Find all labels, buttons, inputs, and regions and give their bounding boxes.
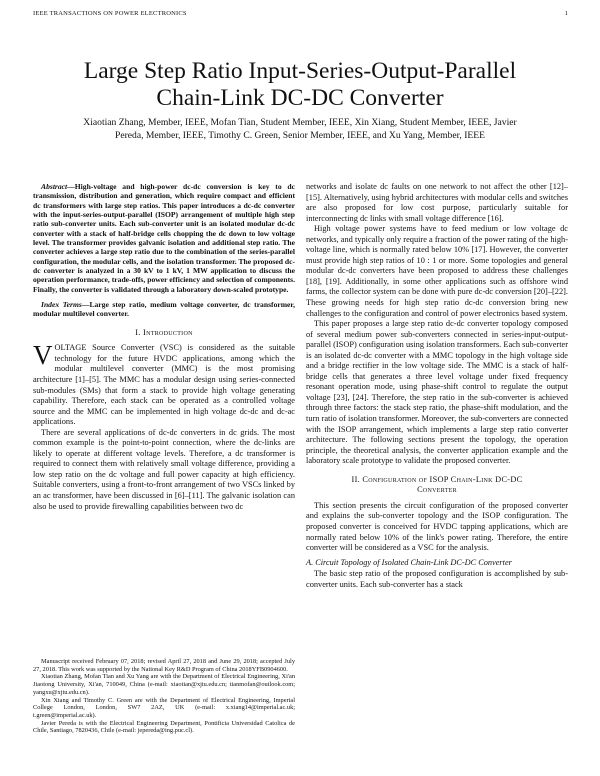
intro-paragraph-1-text: OLTAGE Source Converter (VSC) is considered as the suitable technology for the future HVDC applications, among which the modular multilevel converter (MMC) is the most promising architecture [1]–[5]. The MMC has a modular design using series-connected sub-modules (SMs) that form a stack to provide high voltage generating capability. Therefore, each stack can be operated as a controlled voltage source and the MMC can be implemented in high voltage dc-dc and dc-ac applications. [33,343,295,427]
section-2-paragraph-1: This section presents the circuit configuration of the proposed converter and explains the sub-converter topology and the ISOP configuration. The proposed converter is conceived for HVDC tapping applications, which are normally rated below 10% of the link's power rating. Therefore, the entire converter will be considered as a VSC for the analysis. [306,500,568,553]
title-line-2: Chain-Link DC-DC Converter [156,85,444,111]
running-title: IEEE TRANSACTIONS ON POWER ELECTRONICS [33,10,187,17]
section-heading-introduction: I. Introduction [135,327,193,337]
abstract [33,182,295,294]
abstract-label: Abstract [41,182,68,191]
right-paragraph-2: High voltage power systems have to feed medium or low voltage dc networks, and typically only require a fraction of the power rating of the high-voltage line, which is normally rated below 10% [17]. However, the converter must provide high step ratios of 10 : 1 or more. Some topologies and general modular dc-dc converters have been proposed to address these challenges [18], [19]. Additionally, in some other applications such as offshore wind farms, the collector system can be done with pure dc-dc conversion [20]–[22]. These growing needs for high step ratio dc-dc conversion bring new challenges to the configuration and control of power electronics based system. [306,224,568,318]
index-terms-text: —Large step ratio, medium voltage converter, dc transformer, modular multilevel converter. [33,300,296,319]
intro-paragraph-2: There are several applications of dc-dc converters in dc grids. The most common example is the point-to-point connection, where the dc-links are likely to operate at different voltage levels. Therefore, a dc transformer is required to connect them with relatively small voltage difference, providing a low step ratio on the dc voltage and full power capacity at high efficiency. Suitable converters, using a front-to-front arrangement of two VSCs linked by an ac transformer, have been discussed in [6]–[11]. The galvanic isolation can also be used to provide firewalling capabilities between two dc [33,427,295,511]
drop-cap: V [33,340,53,371]
subsection-heading-a: A. Circuit Topology of Isolated Chain-Link DC-DC Converter [306,557,512,567]
footnote-affiliation-3: Javier Pereda is with the Electrical Engineering Department, Pontificia Universidad Catolica de Chile, Santiago, 7820436, Chile (e-mail: jepereda@ing.puc.cl). [33,719,295,735]
left-column [33,182,295,512]
page-number: 1 [564,10,568,17]
section-heading-configuration [306,475,568,496]
right-paragraph-3: This paper proposes a large step ratio dc-dc converter topology composed of several medium power sub-converters connected in series-input-output-parallel (ISOP) configuration using isolation transformers. Each sub-converter is an isolated dc-dc converter with a MMC topology in the high voltage side and a bridge rectifier in the low voltage side. The MMC is a stack of half-bridge cells that generates a three level voltage under fixed frequency resonant operation mode, using phase-shift control to regulate the output voltage [23], [24]. Therefore, the step ratio in the sub-converter is achieved through three factors: the stack step ratio, the phase-shift modulation, and the turn ratio of isolation transformer. Moreover, the sub-converters are connected with the ISOP arrangement, which implements a large step ratio converter architecture. The following sections present the topology, the operation principle, the theoretical analysis, the converter application example and the laboratory scale prototype to validate the proposed converter. [306,319,568,466]
right-column [306,182,568,590]
section-2-heading-line-1: II. Configuration of ISOP Chain-Link DC-DC [351,474,523,484]
index-terms [33,300,295,319]
paper-title [40,58,560,112]
abstract-text: —High-voltage and high-power dc-dc conversion is key to dc transmission, distribution and generation, which require compact and efficient dc transformers with large step ratios. This paper introduces a dc-dc converter with the input-series-output-parallel (ISOP) arrangement of multiple high step ratio sub-converter units. Each sub-converter unit is an isolated modular dc-dc converter with a stack of half-bridge cells chopping the dc down to low voltage level. The transformer provides galvanic isolation and additional step ratio. The converter achieves a large step ratio due to the combination of the series-parallel configuration, the modular cells, and the isolation transformer. The proposed dc-dc converter is analyzed in a 30 kV to 1 kV, 1 MW application to discuss the operation performance, trade-offs, power efficiency and selection of components. Finally, the converter is validated through a laboratory down-scaled prototype. [33,182,295,294]
footnotes [33,658,295,735]
title-line-1: Large Step Ratio Input-Series-Output-Parallel [83,58,517,84]
authors-line-1: Xiaotian Zhang, Member, IEEE, Mofan Tian, Student Member, IEEE, Xin Xiang, Student Member, IEEE, Javier [83,117,517,128]
footnote-affiliation-1: Xiaotian Zhang, Mofan Tian and Xu Yang are with the Department of Electrical Engineering, Xi'an Jiaotong University, Xi'an, 710049, China (e-mail: xiaotian@xjtu.edu.cn; tianmofan@outlook.com; yangxu@xjtu.edu.cn). [33,673,295,696]
subsection-a-paragraph-1: The basic step ratio of the proposed configuration is accomplished by sub-converter units. Each sub-converter has a stack [306,569,568,589]
authors-line-2: Pereda, Member, IEEE, Timothy C. Green, Senior Member, IEEE, and Xu Yang, Member, IEEE [115,129,485,141]
footnote-affiliation-2: Xin Xiang and Timothy C. Green are with the Department of Electrical Engineering, Imperial College London, London, SW7 2AZ, UK (e-mail: x.xiang14@imperial.ac.uk; t.green@imperial.ac.uk). [33,696,295,719]
author-list [58,117,542,142]
index-terms-label: Index Terms [41,300,82,310]
footnote-manuscript: Manuscript received February 07, 2018; revised April 27, 2018 and June 29, 2018; accepted July 27, 2018. This work was supported by the National Key R&D Program of China 2018YFB0904600. [33,658,295,673]
intro-paragraph-1 [33,340,295,427]
section-2-heading-line-2: Converter [417,485,457,495]
right-paragraph-1: networks and isolate dc faults on one network to not affect the other [12]–[15]. Alternatively, using hybrid architectures with modular cells and switches are also proposed for low cost purpose, particularly suitable for interconnecting dc links with small voltage difference [16]. [306,182,568,223]
